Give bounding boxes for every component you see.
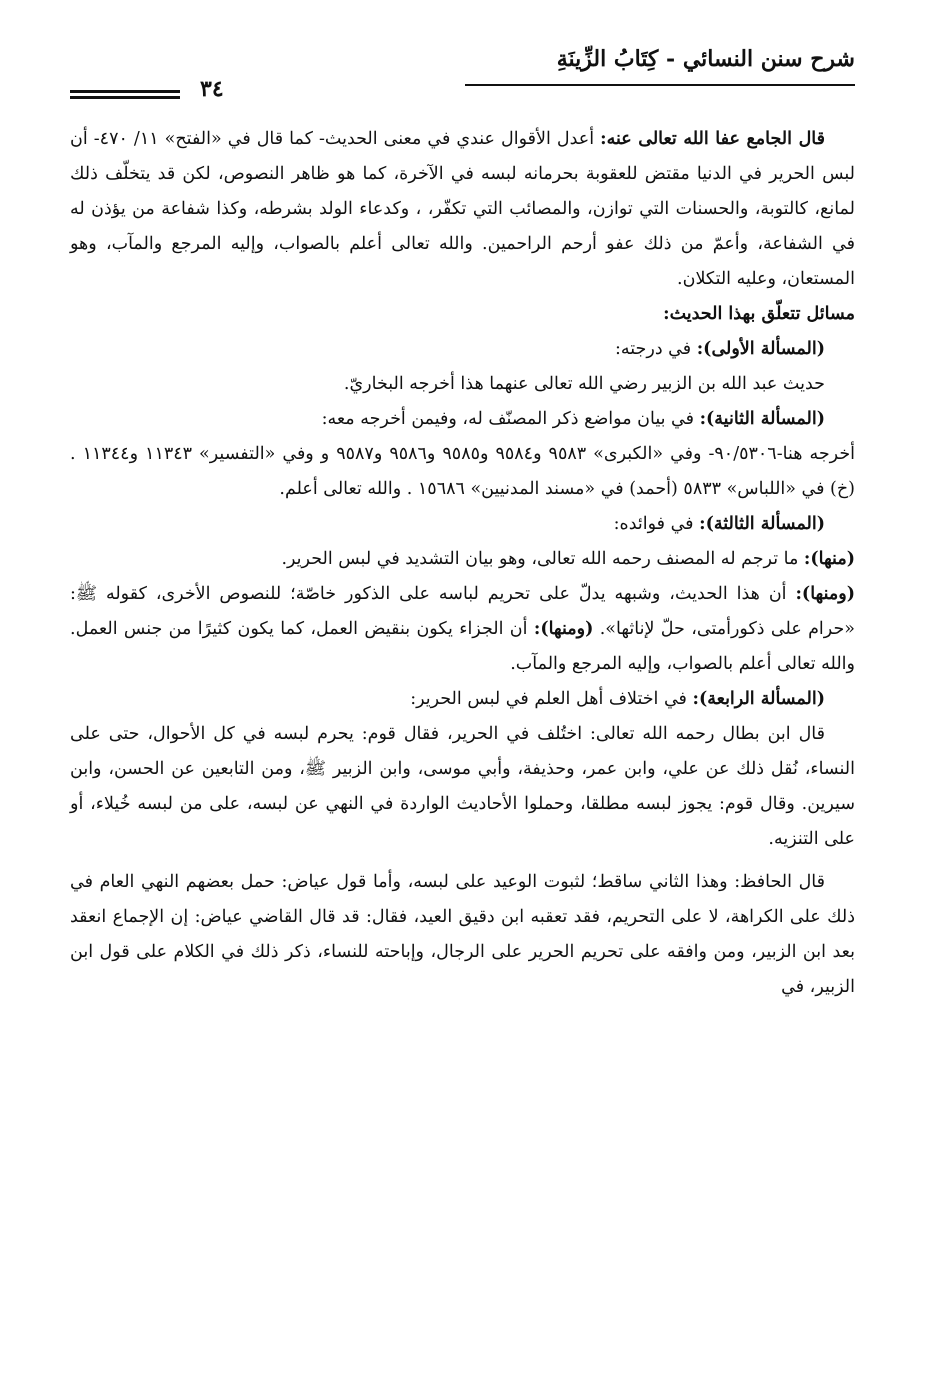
issue-2-text: في بيان مواضع ذكر المصنّف له، وفيمن أخرجه معه: xyxy=(321,409,700,429)
section-title: مسائل تتعلّق بهذا الحديث: xyxy=(663,304,855,324)
benefit-2-text: أن هذا الحديث، وشبهه يدلّ على تحريم لباسه على الذكور خاصّة؛ للنصوص الأخرى، كقوله ﷺ: «حرام على ذكورأمتى، حلّ لإناثها». xyxy=(70,584,855,639)
issue-2-body: أخرجه هنا-٩٠/٥٣٠٦- وفي «الكبرى» ٩٥٨٣ و٩٥٨٤ و٩٥٨٥ و٩٥٨٦ و٩٥٨٧ و وفي «التفسير» ١١٣٤٣ و١١٣٤٤ . (خ) في «اللباس» ٥٨٣٣ (أحمد) في «مسند المدنيين» ١٥٦٨٦ . والله تعالى أعلم. xyxy=(70,444,856,499)
benefit-3-label: (ومنها): xyxy=(533,619,594,639)
benefit-3-text: أن الجزاء يكون بنقيض العمل، كما يكون كثيرًا من جنس العمل. والله تعالى أعلم بالصواب، وإليه المرجع والمآب. xyxy=(70,619,855,674)
issue-3-label: (المسألة الثالثة): xyxy=(699,514,825,534)
benefit-2 xyxy=(70,577,855,682)
benefit-1 xyxy=(70,542,855,577)
issue-1-label: (المسألة الأولى): xyxy=(696,339,825,359)
page-number-rules xyxy=(70,90,180,102)
running-title: شرح سنن النسائي - كِتَابُ الزِّينَةِ xyxy=(556,46,855,72)
header-rule xyxy=(465,84,855,86)
paragraph-jami xyxy=(70,122,855,297)
issue-3-heading xyxy=(70,507,855,542)
benefit-2-label: (ومنها): xyxy=(795,584,855,604)
issue-4-heading xyxy=(70,682,855,717)
paragraph-hafiz: قال الحافظ: وهذا الثاني ساقط؛ لثبوت الوعيد على لبسه، وأما قول عياض: حمل بعضهم النهي العام في ذلك على الكراهة، لا على التحريم، فقد تعقبه ابن دقيق العيد، فقال: قد قال القاضي عياض: إن الإجماع انعقد بعد ابن الزبير، ومن وافقه على تحريم الحرير على الرجال، وإباحته للنساء، ذكر ذلك في الكلام على قول ابن الزبير، في xyxy=(70,872,855,997)
benefit-1-text: ما ترجم له المصنف رحمه الله تعالى، وهو بيان التشديد في لبس الحرير. xyxy=(281,549,804,569)
page-body xyxy=(70,122,855,1005)
issue-3-text: في فوائده: xyxy=(613,514,700,534)
issue-4-label: (المسألة الرابعة): xyxy=(692,689,825,709)
jami-text: أعدل الأقوال عندي في معنى الحديث- كما قال في «الفتح» ١١/ ٤٧٠- أن لبس الحرير في الدنيا مقتض للعقوبة بحرمانه لبسه في الآخرة، كما هو ظاهر النصوص، لكن قد يتخلّف ذلك لمانع، كالتوبة، والحسنات التي توازن، والمصائب التي تكفّر، ، وكدعاء الولد بشرطه، وكذا شفاعة من يؤذن له في الشفاعة، وأعمّ من ذلك عفو أرحم الراحمين. والله تعالى أعلم بالصواب، وإليه المرجع والمآب، وهو المستعان، وعليه التكلان. xyxy=(70,129,855,289)
issue-1-heading xyxy=(70,332,855,367)
page-number: ٣٤ xyxy=(190,76,234,102)
benefit-1-label: (منها): xyxy=(803,549,855,569)
issue-4-text: في اختلاف أهل العلم في لبس الحرير: xyxy=(410,689,693,709)
issue-1-body: حديث عبد الله بن الزبير رضي الله تعالى عنهما هذا أخرجه البخاريّ. xyxy=(343,374,825,394)
paragraph-ibn-battal: قال ابن بطال رحمه الله تعالى: اختُلف في الحرير، فقال قوم: يحرم لبسه في كل الأحوال، حتى على النساء، نُقل ذلك عن علي، وابن عمر، وحذيفة، وأبي موسى، وابن الزبير ﷺ، ومن التابعين عن الحسن، وابن سيرين. وقال قوم: يجوز لبسه مطلقا، وحملوا الأحاديث الواردة في النهي عن لبسه، على من لبسه خُيلاء، أو على التنزيه. xyxy=(70,724,855,849)
jami-lead: قال الجامع عفا الله تعالى عنه: xyxy=(600,129,825,149)
issue-2-heading xyxy=(70,402,855,437)
page-header xyxy=(70,38,855,108)
issue-1-text: في درجته: xyxy=(615,339,697,359)
issue-2-label: (المسألة الثانية): xyxy=(699,409,825,429)
